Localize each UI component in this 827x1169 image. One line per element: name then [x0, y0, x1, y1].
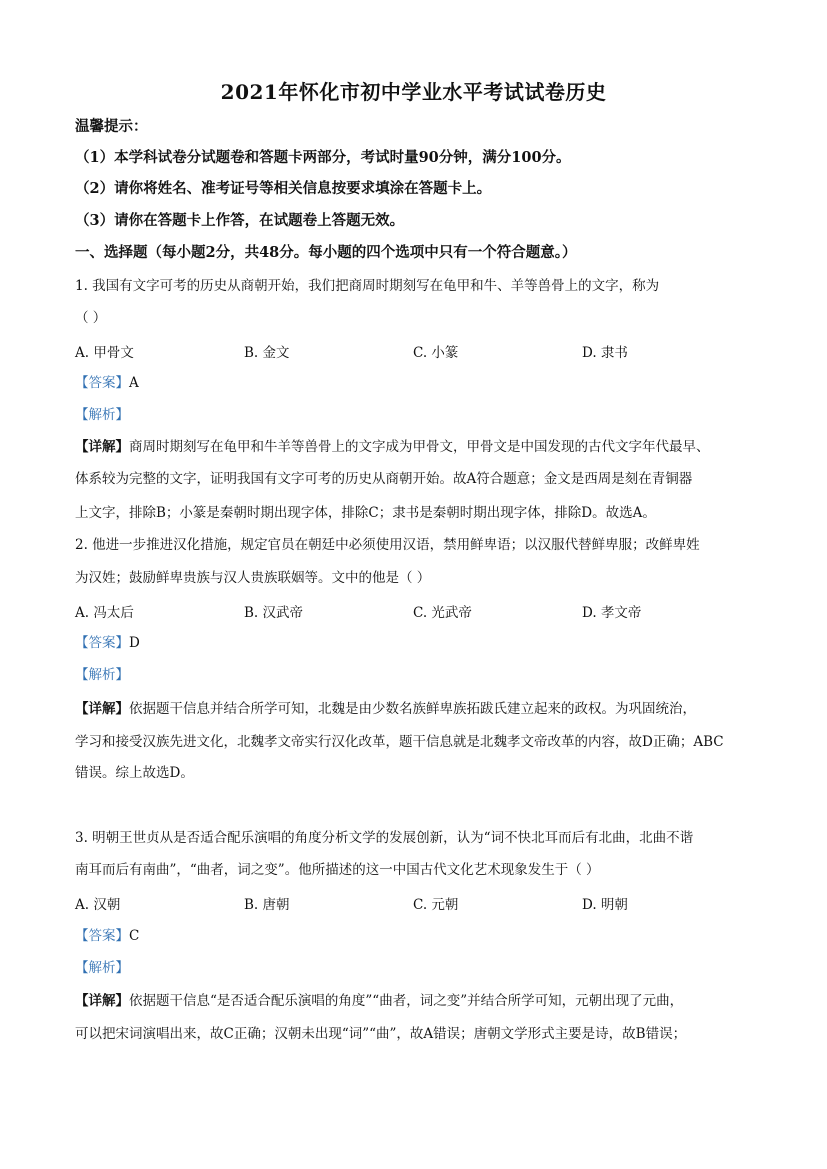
q1-answer-value: A: [129, 375, 139, 391]
q2-answer-value: D: [129, 635, 140, 651]
q2-option-d: D. 孝文帝: [582, 605, 642, 621]
q2-option-b: B. 汉武帝: [244, 605, 304, 621]
detail-label: 【详解】: [75, 993, 129, 1009]
q2-analysis-label: 【解析】: [75, 667, 129, 683]
q2-detail-line-1: [75, 699, 755, 719]
q3-answer: [75, 926, 755, 946]
q1-option-b: B. 金文: [244, 345, 290, 361]
q3-answer-value: C: [129, 928, 140, 944]
q2-answer: [75, 633, 755, 653]
q1-option-a: A. 甲骨文: [75, 345, 134, 361]
q3-stem-line-2: 南耳而后有南曲”，“曲者，词之变”。他所描述的这一中国古代文化艺术现象发生于（ ）: [75, 862, 600, 878]
q1-detail-line-3: 上文字，排除B；小篆是秦朝时期出现字体，排除C；隶书是秦朝时期出现字体，排除D。故选A。: [75, 505, 656, 521]
q3-option-b: B. 唐朝: [244, 897, 290, 913]
detail-label: 【详解】: [75, 701, 129, 717]
q2-option-c: C. 光武帝: [413, 605, 472, 621]
page-title: 2021年怀化市初中学业水平考试试卷历史: [220, 80, 607, 104]
q3-stem-line-1: 3. 明朝王世贞从是否适合配乐演唱的角度分析文学的发展创新，认为“词不快北耳而后有北曲，北曲不谐: [75, 830, 694, 846]
q1-detail-line-2: 体系较为完整的文字，证明我国有文字可考的历史从商朝开始。故A符合题意；金文是西周是刻在青铜器: [75, 471, 693, 487]
q3-option-c: C. 元朝: [413, 897, 459, 913]
q2-stem-line-2: 为汉姓；鼓励鲜卑贵族与汉人贵族联姻等。文中的他是（ ）: [75, 570, 431, 586]
notice-heading: 温馨提示：: [75, 118, 148, 135]
q3-detail-text-1: 依据题干信息“是否适合配乐演唱的角度”“曲者，词之变”并结合所学可知，元朝出现了元曲，: [129, 993, 684, 1009]
q1-stem-line-1: 1. 我国有文字可考的历史从商朝开始，我们把商周时期刻写在龟甲和牛、羊等兽骨上的文字，称为: [75, 278, 660, 294]
q1-detail-line-1: [75, 437, 755, 457]
q1-answer: [75, 373, 755, 393]
q3-option-a: A. 汉朝: [75, 897, 121, 913]
notice-item-1: （1）本学科试卷分试题卷和答题卡两部分，考试时量90分钟，满分100分。: [75, 149, 571, 166]
q1-option-c: C. 小篆: [413, 345, 459, 361]
q2-detail-line-2: 学习和接受汉族先进文化，北魏孝文帝实行汉化改革，题干信息就是北魏孝文帝改革的内容，故D正确；ABC: [75, 734, 724, 750]
answer-label: 【答案】: [75, 928, 129, 944]
q1-analysis-label: 【解析】: [75, 407, 129, 423]
detail-label: 【详解】: [75, 439, 129, 455]
q2-detail-text-1: 依据题干信息并结合所学可知，北魏是由少数名族鲜卑族拓跋氏建立起来的政权。为巩固统治，: [129, 701, 696, 717]
q3-detail-line-1: [75, 991, 755, 1011]
q3-option-d: D. 明朝: [582, 897, 628, 913]
q1-stem-line-2: （ ）: [75, 310, 107, 326]
q2-detail-line-3: 错误。综上故选D。: [75, 765, 194, 781]
q3-detail-line-2: 可以把宋词演唱出来，故C正确；汉朝未出现“词”“曲”，故A错误；唐朝文学形式主要是诗，故B错误；: [75, 1026, 687, 1042]
notice-item-2: （2）请你将姓名、准考证号等相关信息按要求填涂在答题卡上。: [75, 180, 492, 197]
answer-label: 【答案】: [75, 635, 129, 651]
section-heading: 一、选择题（每小题2分，共48分。每小题的四个选项中只有一个符合题意。）: [75, 244, 577, 261]
answer-label: 【答案】: [75, 375, 129, 391]
q2-stem-line-1: 2. 他进一步推进汉化措施，规定官员在朝廷中必须使用汉语，禁用鲜卑语；以汉服代替鲜卑服；改鲜卑姓: [75, 537, 700, 553]
q3-analysis-label: 【解析】: [75, 960, 129, 976]
q2-option-a: A. 冯太后: [75, 605, 134, 621]
q1-option-d: D. 隶书: [582, 345, 628, 361]
q1-detail-text-1: 商周时期刻写在龟甲和牛羊等兽骨上的文字成为甲骨文，甲骨文是中国发现的古代文字年代最早、: [129, 439, 710, 455]
notice-item-3: （3）请你在答题卡上作答，在试题卷上答题无效。: [75, 212, 405, 229]
